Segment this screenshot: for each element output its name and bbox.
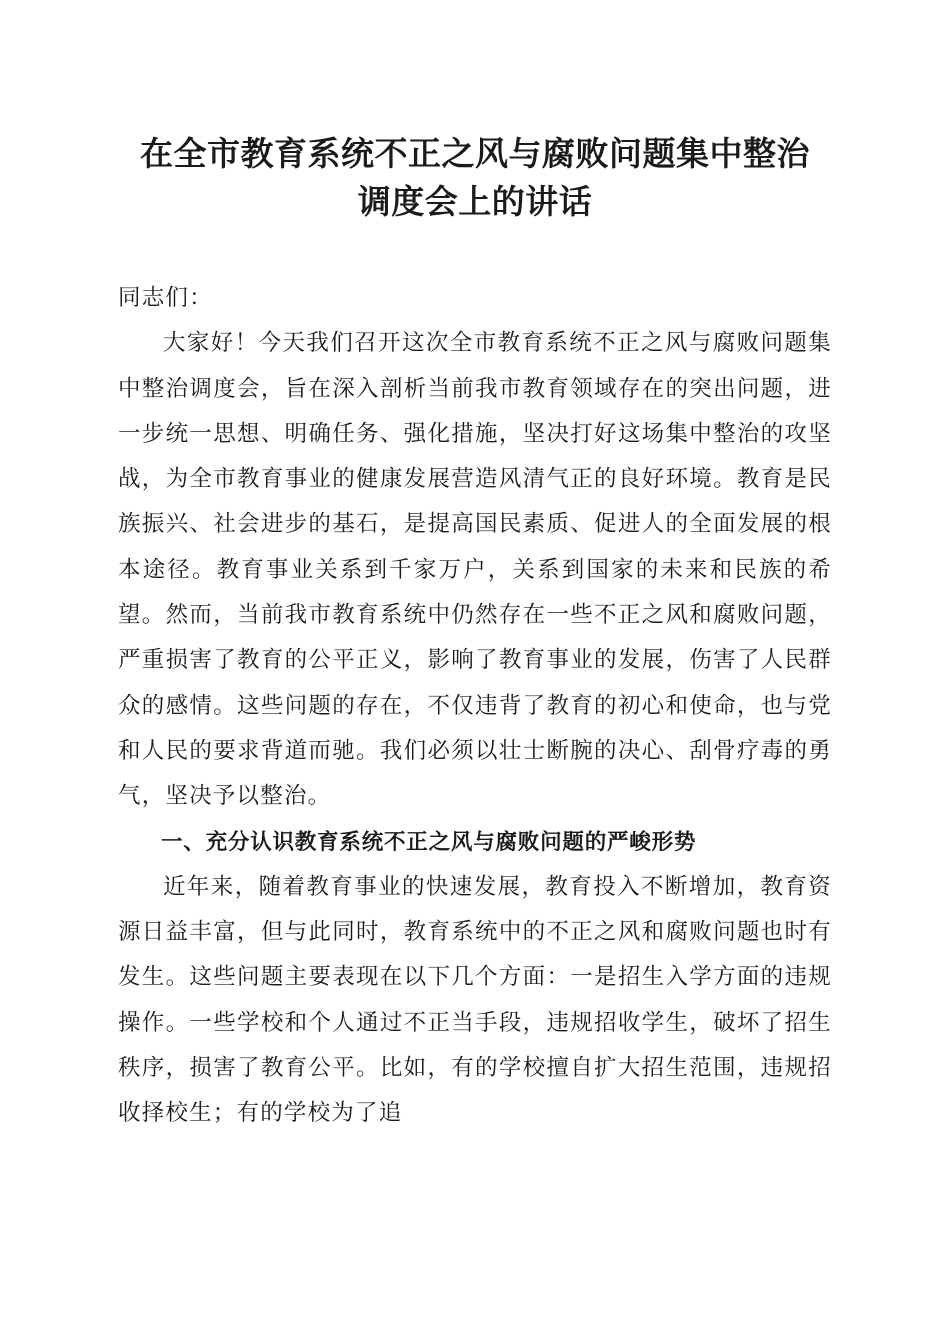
document-title <box>118 130 832 226</box>
section-1-heading: 一、充分认识教育系统不正之风与腐败问题的严峻形势 <box>161 829 697 855</box>
opening-paragraph: 大家好！今天我们召开这次全市教育系统不正之风与腐败问题集中整治调度会，旨在深入剖析当前我市教育领域存在的突出问题，进一步统一思想、明确任务、强化措施，坚决打好这场集中整治的攻坚战，为全市教育事业的健康发展营造风清气正的良好环境。教育是民族振兴、社会进步的基石，是提高国民素质、促进人的全面发展的根本途径。教育事业关系到千家万户，关系到国家的未来和民族的希望。然而，当前我市教育系统中仍然存在一些不正之风和腐败问题，严重损害了教育的公平正义，影响了教育事业的发展，伤害了人民群众的感情。这些问题的存在，不仅违背了教育的初心和使命，也与党和人民的要求背道而驰。我们必须以壮士断腕的决心、刮骨疗毒的勇气，坚决予以整治。 <box>118 330 832 810</box>
document-page <box>118 130 832 1137</box>
title-line-2: 调度会上的讲话 <box>357 182 593 221</box>
document-body <box>118 276 832 1137</box>
title-line-1: 在全市教育系统不正之风与腐败问题集中整治 <box>140 134 810 173</box>
salutation: 同志们： <box>118 285 213 311</box>
section-1-paragraph: 近年来，随着教育事业的快速发展，教育投入不断增加，教育资源日益丰富，但与此同时，教育系统中的不正之风和腐败问题也时有发生。这些问题主要表现在以下几个方面：一是招生入学方面的违规操作。一些学校和个人通过不正当手段，违规招收学生，破坏了招生秩序，损害了教育公平。比如，有的学校擅自扩大招生范围，违规招收择校生；有的学校为了追 <box>118 873 832 1127</box>
